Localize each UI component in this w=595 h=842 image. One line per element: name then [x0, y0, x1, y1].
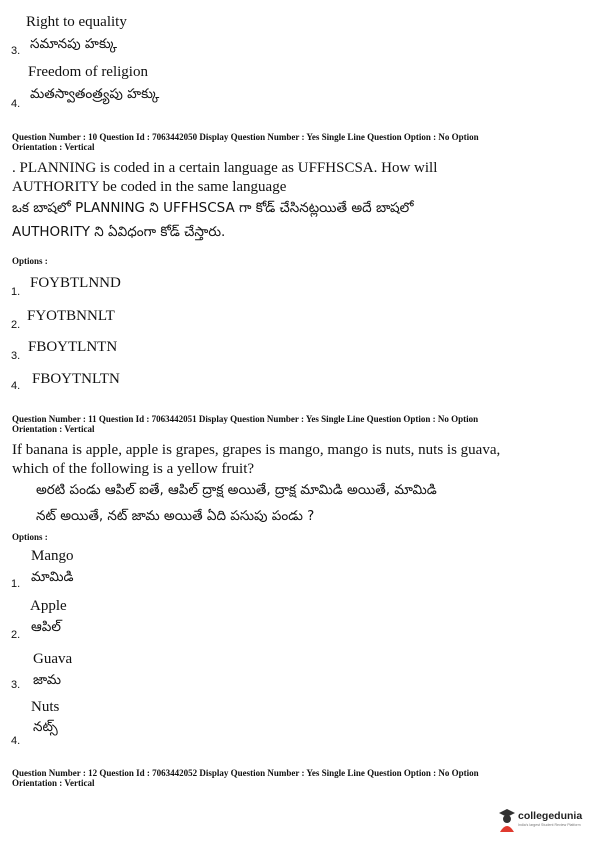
- logo-tagline: India's largest Student Review Platform: [518, 823, 581, 827]
- prev-option-4-number: 4.: [11, 98, 21, 110]
- q11-option-4-english: Nuts: [31, 699, 60, 715]
- prev-option-4-english: Freedom of religion: [28, 64, 148, 80]
- q11-option-3-number: 3.: [11, 679, 21, 691]
- q10-text-line2: AUTHORITY be coded in the same language: [12, 179, 287, 195]
- collegedunia-logo: [498, 806, 590, 836]
- q11-text-line2: which of the following is a yellow fruit?: [12, 461, 255, 477]
- q11-option-1-number: 1.: [11, 578, 21, 590]
- q11-option-2-telugu: ఆపిల్: [31, 619, 61, 635]
- q10-option-1-number: 1.: [11, 286, 21, 298]
- q10-text-line1: . PLANNING is coded in a certain language as UFFHSCSA. How will: [12, 160, 438, 176]
- q11-telugu-line2: నట్ అయితే, నట్ జామ అయితే ఏది పసుపు పండు ?: [36, 508, 315, 524]
- q10-option-4-number: 4.: [11, 380, 21, 392]
- q10-option-2-text: FYOTBNNLT: [27, 308, 115, 324]
- q11-telugu-line1: అరటి పండు ఆపిల్ ఐతే, ఆపిల్ ద్రాక్ష అయితే, ద్రాక్ష మామిడి అయితే, మామిడి: [36, 482, 437, 498]
- q10-option-3-text: FBOYTLNTN: [28, 339, 118, 355]
- q11-option-4-telugu: నట్స్: [33, 719, 58, 735]
- q10-meta-line1: Question Number : 10 Question Id : 7063442050 Display Question Number : Yes Single Line Question Option : No Option: [12, 132, 479, 142]
- q11-option-1-english: Mango: [31, 548, 74, 564]
- prev-option-3-english: Right to equality: [26, 14, 127, 30]
- prev-option-3-telugu: సమానపు హక్కు: [30, 36, 117, 52]
- q11-options-label: Options :: [12, 532, 48, 542]
- q11-meta-line1: Question Number : 11 Question Id : 7063442051 Display Question Number : Yes Single Line Question Option : No Option: [12, 414, 479, 424]
- q11-option-2-number: 2.: [11, 629, 21, 641]
- q11-option-2-english: Apple: [30, 598, 67, 614]
- q10-option-2-number: 2.: [11, 319, 21, 331]
- q10-telugu-line2: AUTHORITY ని ఏవిధంగా కోడ్ చేస్తారు.: [12, 224, 226, 240]
- q11-text-line1: If banana is apple, apple is grapes, grapes is mango, mango is nuts, nuts is guava,: [12, 442, 501, 458]
- prev-option-4-telugu: మతస్వాతంత్ర్యపు హక్కు: [30, 86, 160, 102]
- q10-option-4-text: FBOYTNLTN: [32, 371, 120, 387]
- q11-meta-line2: Orientation : Vertical: [12, 424, 95, 434]
- q12-meta-line2: Orientation : Vertical: [12, 778, 95, 788]
- logo-name: collegedunia: [518, 810, 583, 822]
- q11-option-4-number: 4.: [11, 735, 21, 747]
- prev-option-3-number: 3.: [11, 45, 21, 57]
- q10-option-3-number: 3.: [11, 350, 21, 362]
- q10-meta-line2: Orientation : Vertical: [12, 142, 95, 152]
- q11-option-1-telugu: మామిడి: [31, 569, 74, 585]
- q10-option-1-text: FOYBTLNND: [30, 275, 121, 291]
- graduate-icon: [498, 808, 516, 834]
- q10-options-label: Options :: [12, 256, 48, 266]
- q10-telugu-line1: ఒక బాషలో PLANNING ని UFFHSCSA గా కోడ్ చేసినట్లయితే అదే బాషలో: [12, 200, 414, 216]
- q11-option-3-telugu: జామ: [33, 672, 61, 688]
- q12-meta-line1: Question Number : 12 Question Id : 7063442052 Display Question Number : Yes Single Line Question Option : No Option: [12, 768, 479, 778]
- q11-option-3-english: Guava: [33, 651, 73, 667]
